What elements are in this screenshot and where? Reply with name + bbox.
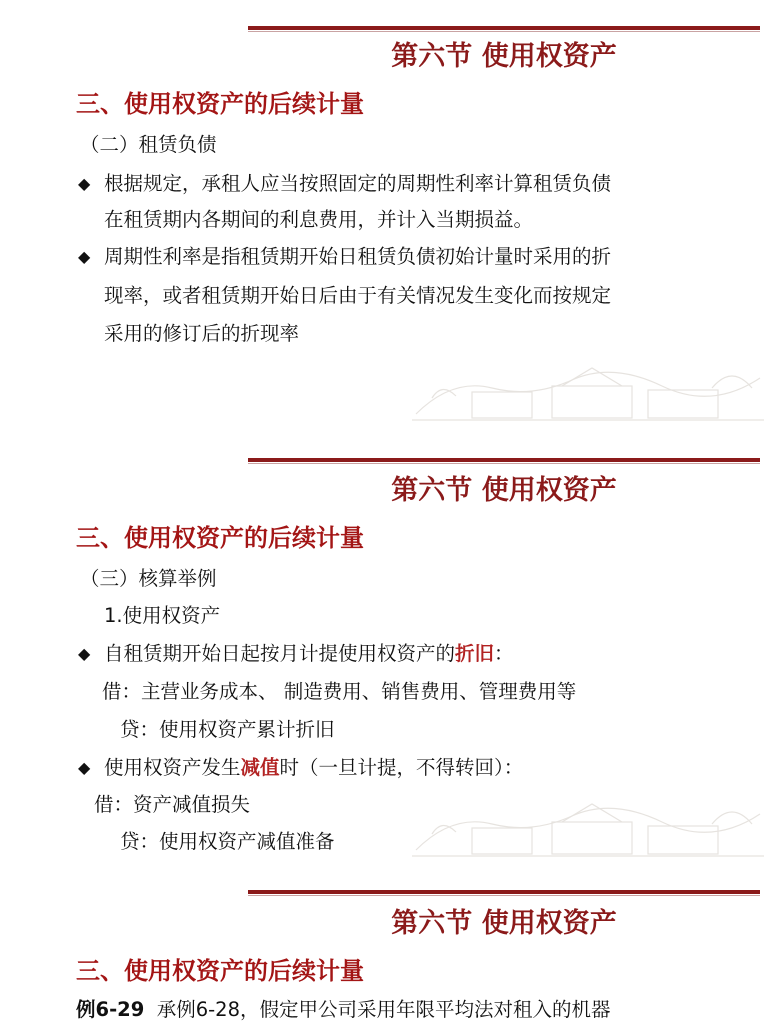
heading: （三）核算举例 (80, 567, 217, 590)
campus-watermark-icon (412, 358, 764, 424)
sub-title: 三、使用权资产的后续计量 (76, 90, 364, 118)
section-title: 第六节 使用权资产 (391, 41, 617, 72)
bullet-line: 周期性利率是指租赁期开始日租赁负债初始计量时采用的折 (104, 245, 612, 268)
title-rule (248, 458, 760, 462)
section-title: 第六节 使用权资产 (391, 908, 617, 939)
bullet-text: ： (494, 642, 514, 665)
bullet-line (104, 642, 514, 666)
highlight-depreciation: 折旧 (455, 642, 495, 665)
bullet-text: 时（一旦计提，不得转回）： (279, 756, 524, 779)
item-label: 1.使用权资产 (104, 604, 221, 627)
diamond-bullet-icon: ◆ (78, 758, 91, 777)
diamond-bullet-icon: ◆ (78, 174, 91, 193)
title-rule (248, 890, 760, 894)
sub-title: 三、使用权资产的后续计量 (76, 524, 364, 552)
bullet-text: 使用权资产发生 (104, 756, 241, 779)
credit-entry: 贷：使用权资产减值准备 (120, 830, 335, 853)
example-line (76, 998, 610, 1022)
title-rule (248, 26, 760, 30)
bullet-line (104, 756, 523, 780)
slide-2 (0, 432, 768, 864)
credit-entry: 贷：使用权资产累计折旧 (120, 718, 335, 741)
bullet-line: 根据规定，承租人应当按照固定的周期性利率计算租赁负债 (104, 172, 612, 195)
example-text: 承例6-28，假定甲公司采用年限平均法对租入的机器 (156, 998, 611, 1021)
highlight-impairment: 减值 (240, 756, 280, 779)
bullet-text: 自租赁期开始日起按月计提使用权资产的 (104, 642, 456, 665)
debit-entry: 借：主营业务成本、 制造费用、销售费用、管理费用等 (102, 680, 577, 703)
slide-3 (0, 864, 768, 1024)
slide-1 (0, 0, 768, 432)
heading: （二）租赁负债 (80, 133, 217, 156)
diamond-bullet-icon: ◆ (78, 247, 91, 266)
campus-watermark-icon (412, 794, 764, 860)
bullet-line: 现率，或者租赁期开始日后由于有关情况发生变化而按规定 (104, 284, 612, 307)
debit-entry: 借：资产减值损失 (94, 793, 251, 816)
section-title: 第六节 使用权资产 (391, 475, 617, 506)
diamond-bullet-icon: ◆ (78, 644, 91, 663)
example-label: 例6-29 (76, 998, 145, 1021)
sub-title: 三、使用权资产的后续计量 (76, 957, 364, 985)
bullet-line: 在租赁期内各期间的利息费用，并计入当期损益。 (104, 208, 534, 231)
bullet-line: 采用的修订后的折现率 (104, 322, 300, 345)
